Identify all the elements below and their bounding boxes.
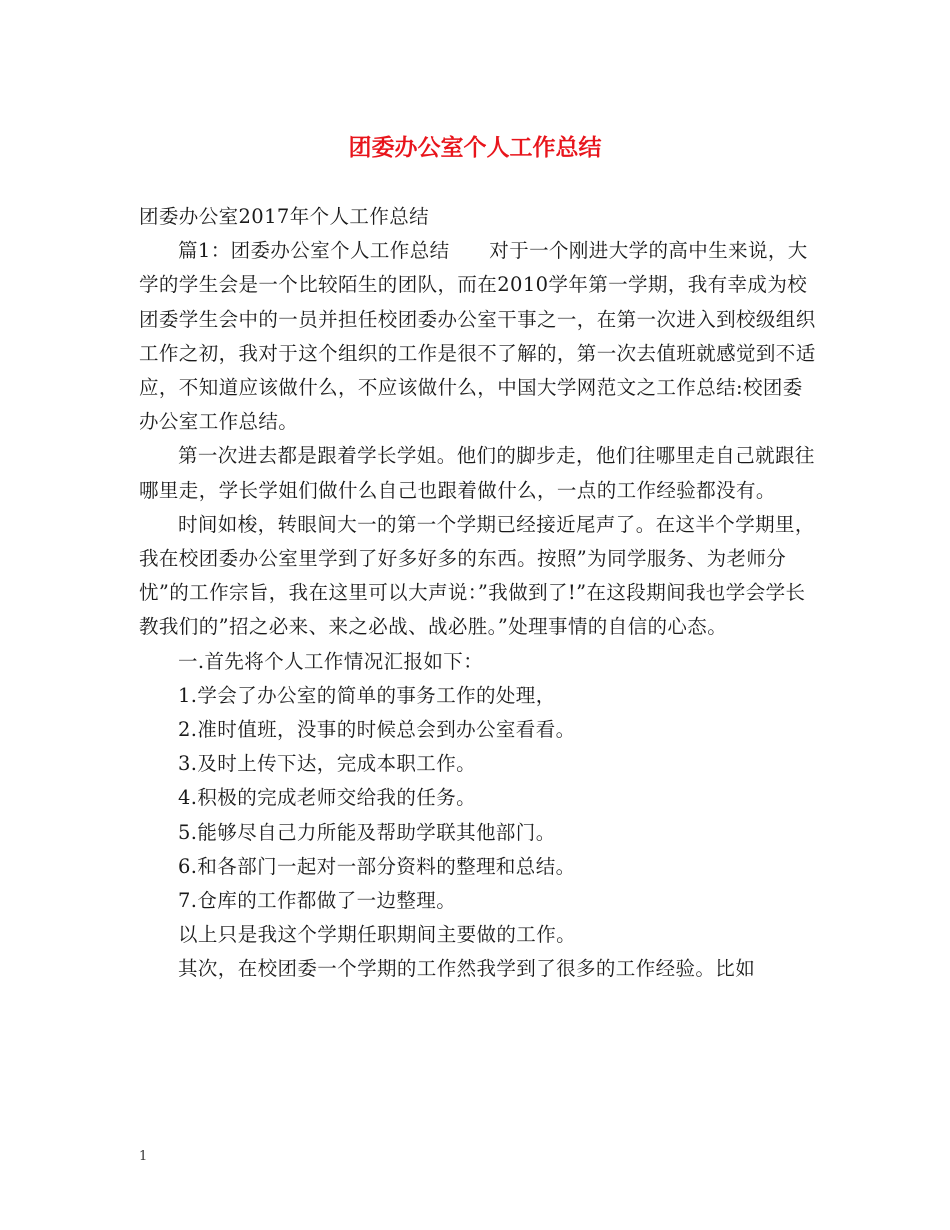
- paragraph: 篇1：团委办公室个人工作总结 对于一个刚进大学的高中生来说，大学的学生会是一个比较陌生的团队，而在2010学年第一学期，我有幸成为校团委学生会中的一员并担任校团委办公室干事之一，在第一次进入到校级组织工作之初，我对于这个组织的工作是很不了解的，第一次去值班就感觉到不适应，不知道应该做什么，不应该做什么，中国大学网范文之工作总结:校团委办公室工作总结。: [139, 239, 816, 434]
- list-item: 7.仓库的工作都做了一边整理。: [178, 889, 457, 913]
- list-item: 2.准时值班，没事的时候总会到办公室看看。: [178, 718, 576, 742]
- paragraph: 第一次进去都是跟着学长学姐。他们的脚步走，他们往哪里走自己就跟往哪里走，学长学姐们做什么自己也跟着做什么，一点的工作经验都没有。: [139, 444, 815, 502]
- document-body: [139, 200, 819, 987]
- paragraph: 其次，在校团委一个学期的工作然我学到了很多的工作经验。比如: [178, 957, 756, 981]
- document-subtitle: 团委办公室2017年个人工作总结: [139, 205, 430, 228]
- list-item: 6.和各部门一起对一部分资料的整理和总结。: [178, 854, 576, 878]
- list-item: 3.及时上传下达，完成本职工作。: [178, 752, 477, 776]
- list-item: 4.积极的完成老师交给我的任务。: [178, 786, 477, 810]
- list-item: 5.能够尽自己力所能及帮助学联其他部门。: [178, 820, 556, 844]
- page-number: 1: [139, 1149, 148, 1164]
- section-heading: 一.首先将个人工作情况汇报如下：: [178, 649, 484, 673]
- document-title: 团委办公室个人工作总结: [348, 135, 602, 161]
- list-item: 1.学会了办公室的简单的事务工作的处理，: [178, 683, 556, 707]
- paragraph: 以上只是我这个学期任职期间主要做的工作。: [178, 923, 577, 947]
- paragraph: 时间如梭，转眼间大一的第一个学期已经接近尾声了。在这半个学期里，我在校团委办公室里学到了好多好多的东西。按照”为同学服务、为老师分忧”的工作宗旨，我在这里可以大声说：”我做到了!”在这段期间我也学会学长教我们的”招之必来、来之必战、战必胜。”处理事情的自信的心态。: [139, 512, 815, 639]
